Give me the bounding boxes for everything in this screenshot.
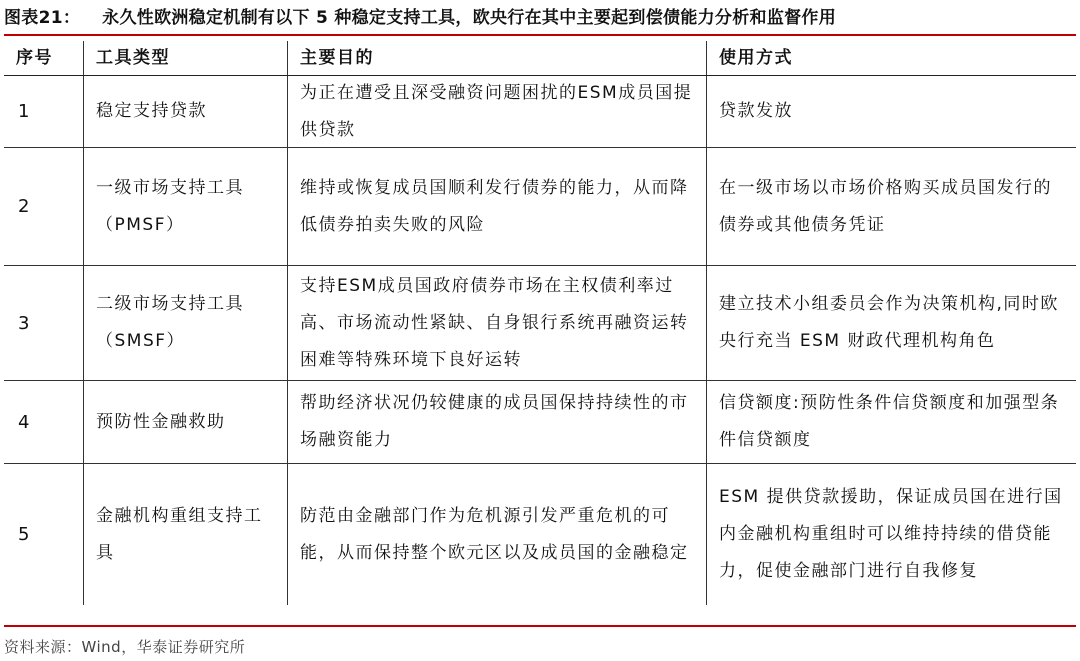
header-purpose: 主要目的	[288, 41, 707, 76]
row-5-type: 金融机构重组支持工具	[84, 464, 288, 605]
header-type: 工具类型	[84, 41, 288, 76]
row-2-type: 一级市场支持工具（PMSF）	[84, 148, 288, 266]
row-2-usage: 在一级市场以市场价格购买成员国发行的债券或其他债务凭证	[707, 148, 1076, 266]
row-2-purpose: 维持或恢复成员国顺利发行债券的能力，从而降低债券拍卖失败的风险	[288, 148, 707, 266]
header-no: 序号	[4, 41, 84, 76]
figure-label: 图表21：	[4, 8, 81, 28]
tools-table	[4, 41, 1076, 605]
header-usage: 使用方式	[707, 41, 1076, 76]
row-4-purpose: 帮助经济状况仍较健康的成员国保持持续性的市场融资能力	[288, 381, 707, 464]
row-1-type: 稳定支持贷款	[84, 76, 288, 148]
row-4-type: 预防性金融救助	[84, 381, 288, 464]
row-5-purpose: 防范由金融部门作为危机源引发严重危机的可能，从而保持整个欧元区以及成员国的金融稳定	[288, 464, 707, 605]
row-5-no: 5	[4, 464, 84, 605]
table-bottom-rule	[4, 625, 1076, 627]
row-4-no: 4	[4, 381, 84, 464]
row-1-usage: 贷款发放	[707, 76, 1076, 148]
row-5-usage: ESM 提供贷款援助，保证成员国在进行国内金融机构重组时可以维持持续的借贷能力，促使金融部门进行自我修复	[719, 487, 1063, 581]
row-1-purpose: 为正在遭受且深受融资问题困扰的ESM成员国提供贷款	[288, 76, 707, 148]
row-4-usage: 信贷额度:预防性条件信贷额度和加强型条件信贷额度	[707, 381, 1076, 464]
source-note: 资料来源：Wind，华泰证券研究所	[4, 638, 246, 656]
row-3-no: 3	[4, 266, 84, 381]
figure-title: 永久性欧洲稳定机制有以下 5 种稳定支持工具，欧央行在其中主要起到偿债能力分析和监督作用	[102, 8, 837, 28]
row-1-no: 1	[4, 76, 84, 148]
figure-caption	[4, 4, 1074, 32]
row-2-no: 2	[4, 148, 84, 266]
row-3-type: 二级市场支持工具（SMSF）	[84, 266, 288, 381]
row-3-purpose: 支持ESM成员国政府债券市场在主权债利率过高、市场流动性紧缺、自身银行系统再融资运转困难等特殊环境下良好运转	[288, 266, 707, 381]
caption-rule	[4, 34, 1076, 36]
row-3-usage: 建立技术小组委员会作为决策机构,同时欧央行充当 ESM 财政代理机构角色	[707, 266, 1076, 381]
